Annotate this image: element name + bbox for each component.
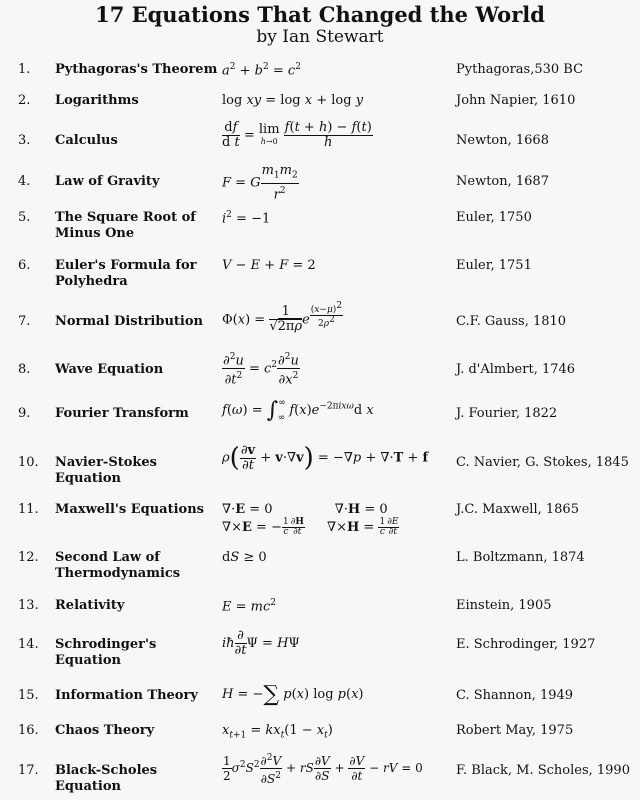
page-title: 17 Equations That Changed the World xyxy=(95,2,545,27)
equation-attribution: L. Boltzmann, 1874 xyxy=(456,550,585,565)
equation-attribution: Newton, 1668 xyxy=(456,133,549,148)
equation-formula: V − E + F = 2 xyxy=(222,258,316,273)
row-number: 6. xyxy=(18,258,31,273)
row-number: 11. xyxy=(18,502,39,517)
equation-attribution: C.F. Gauss, 1810 xyxy=(456,314,567,329)
equation-name: Schrodinger's Equation xyxy=(55,637,157,668)
equation-formula: iħ $\frac{\partial}{\partial t}$ Ψ = HΨ xyxy=(222,628,300,658)
equation-name: Chaos Theory xyxy=(55,723,155,738)
equation-attribution: Newton, 1687 xyxy=(456,174,549,189)
row-number: 8. xyxy=(18,362,31,377)
equation-attribution: J.C. Maxwell, 1865 xyxy=(456,502,579,517)
row-number: 15. xyxy=(18,688,39,703)
equation-attribution: Einstein, 1905 xyxy=(456,598,552,613)
row-number: 5. xyxy=(18,210,31,225)
equation-attribution: F. Black, M. Scholes, 1990 xyxy=(456,763,630,778)
page-subtitle: by Ian Stewart xyxy=(256,27,384,47)
equation-name: Maxwell's Equations xyxy=(55,502,204,517)
equation-formula: $\frac{1}{2}$ $\sigma^2S^2$ $\frac{\partial^2V}{\partial S^2}$ + rS $\frac{\partial V}{\partial S}$ + $\frac{\partial V}{\partial t}$ − rV = 0 xyxy=(223,753,423,786)
row-number: 10. xyxy=(18,455,39,470)
equation-attribution: J. Fourier, 1822 xyxy=(456,406,558,421)
equation-attribution: E. Schrodinger, 1927 xyxy=(456,637,596,652)
equation-formula: $\frac{\partial^2u}{\partial t^2}$ = $c^2$ $\frac{\partial^2u}{\partial x^2}$ xyxy=(223,352,299,388)
equation-attribution: Euler, 1750 xyxy=(456,210,532,225)
equation-name: The Square Root of Minus One xyxy=(55,210,196,241)
row-number: 17. xyxy=(18,763,39,778)
equation-formula: $i^2 = -1$ xyxy=(222,210,271,227)
equation-name: Normal Distribution xyxy=(55,314,203,329)
equation-formula: ∇·E = 0 ∇·H = 0 ∇×E = − $\frac{1}{c}$ $\frac{\partial H}{\partial t}$ ∇×H = $\frac{1}{c}$ $\frac{\partial E}{\partial t}$ xyxy=(222,502,399,537)
equation-formula: $\frac{df}{\text{d t}}$ = lim h→0 $\frac{f(t + h) - f(t)}{h}$ xyxy=(222,120,372,150)
equation-formula: $E = mc^2$ xyxy=(222,598,277,615)
equation-name: Black-Scholes Equation xyxy=(55,763,158,794)
equation-attribution: Pythagoras,530 BC xyxy=(456,62,584,77)
equation-formula: f(ω) = ∫∞∞ $f(x)e^{-2\pi ix\omega}d$ x xyxy=(222,398,374,423)
row-number: 12. xyxy=(18,550,39,565)
equation-name: Relativity xyxy=(55,598,125,613)
row-number: 14. xyxy=(18,637,39,652)
row-number: 16. xyxy=(18,723,39,738)
equation-formula: ρ( $\frac{\partial v}{\partial t}$ + v·∇v) = −∇p + ∇·T + f xyxy=(222,442,429,473)
equation-name: Information Theory xyxy=(55,688,198,703)
equation-formula: $x_{t+1} = kx_t(1 - x_t)$ xyxy=(222,723,333,741)
equation-name: Law of Gravity xyxy=(55,174,160,189)
equation-name: Navier-Stokes Equation xyxy=(55,455,157,486)
equation-attribution: John Napier, 1610 xyxy=(456,93,576,108)
row-number: 3. xyxy=(18,133,31,148)
equation-name: Logarithms xyxy=(55,93,139,108)
equation-name: Second Law of Thermodynamics xyxy=(55,550,181,581)
equation-attribution: Robert May, 1975 xyxy=(456,723,574,738)
equation-formula: dS ≥ 0 xyxy=(222,550,267,565)
row-number: 9. xyxy=(18,406,31,421)
equation-name: Calculus xyxy=(55,133,118,148)
equation-formula: Φ(x) = $\frac{1}{√2\pi\rho}$ e $^{\frac{(x-\mu)^2}{2\rho^2}}$ xyxy=(222,301,343,335)
equation-attribution: J. d'Almbert, 1746 xyxy=(456,362,576,377)
row-number: 7. xyxy=(18,314,31,329)
row-number: 4. xyxy=(18,174,31,189)
row-number: 13. xyxy=(18,598,39,613)
equation-name: Pythagoras's Theorem xyxy=(55,62,218,77)
equation-formula: $a^2 + b^2 = c^2$ xyxy=(222,62,301,79)
equation-formula: log xy = log x + log y xyxy=(222,93,364,108)
equation-attribution: C. Navier, G. Stokes, 1845 xyxy=(456,455,629,470)
equation-name: Wave Equation xyxy=(55,362,164,377)
equation-attribution: C. Shannon, 1949 xyxy=(456,688,574,703)
equation-name: Fourier Transform xyxy=(55,406,189,421)
equation-formula: F = G $\frac{m_1m_2}{r^2}$ xyxy=(222,163,298,202)
header xyxy=(0,3,640,47)
equation-name: Euler's Formula for Polyhedra xyxy=(55,258,197,289)
row-number: 2. xyxy=(18,93,31,108)
row-number: 1. xyxy=(18,62,31,77)
equation-formula: H = −∑ p(x) log p(x) xyxy=(222,682,364,707)
equation-attribution: Euler, 1751 xyxy=(456,258,532,273)
